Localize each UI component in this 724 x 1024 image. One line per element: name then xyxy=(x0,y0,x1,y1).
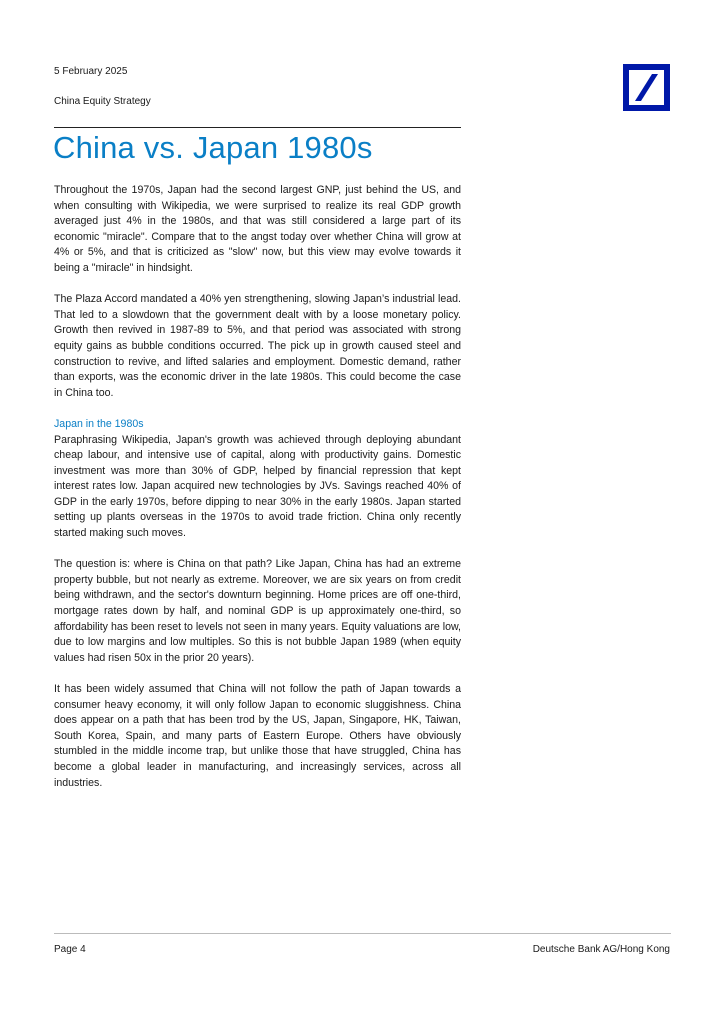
paragraph: The question is: where is China on that path? Like Japan, China has had an extreme property bubble, but not nearly as extreme. Moreover, we are six years on from credit being withdrawn, and the sector's downturn beginning. Home prices are off one-third, mortgage rates down by half, and nominal GDP is up approximately one-third, so affordability has been reset to levels not seen in many years. Equity valuations are low, due to low margins and low multiples. So this is not bubble Japan 1989 (when equity values had risen 50x in the prior 20 years). xyxy=(54,558,461,664)
paragraph: The Plaza Accord mandated a 40% yen strengthening, slowing Japan’s industrial lead. That led to a slowdown that the government dealt with by a loose monetary policy. Growth then revived in 1987-89 to 5%, and that period was associated with strong equity gains as bubble conditions occurred. The pick up in growth caused steel and construction to revive, and lifted salaries and employment. Domestic demand, rather than exports, was the economic driver in the late 1980s. This could become the case in China too. xyxy=(54,293,461,399)
subheading: Japan in the 1980s xyxy=(54,417,144,430)
page-title: China vs. Japan 1980s xyxy=(53,130,373,165)
footer-divider xyxy=(54,933,671,934)
report-section: China Equity Strategy xyxy=(54,96,151,107)
company-name: Deutsche Bank AG/Hong Kong xyxy=(532,944,670,955)
report-date: 5 February 2025 xyxy=(54,66,128,77)
paragraph: Throughout the 1970s, Japan had the second largest GNP, just behind the US, and when consulting with Wikipedia, we were surprised to realize its real GDP growth averaged just 4% in the 1980s, and that was still considered a large part of its economic "miracle". Compare that to the angst today over whether China will grow at 4% or 5%, and that is criticized as "slow" now, but this view may evolve towards it being a "miracle" in hindsight. xyxy=(54,184,461,274)
title-divider xyxy=(54,127,461,128)
deutsche-bank-logo-icon xyxy=(623,64,670,111)
page-number: Page 4 xyxy=(54,944,86,955)
paragraph: Paraphrasing Wikipedia, Japan's growth was achieved through deploying abundant cheap labour, and intensive use of capital, along with productivity gains. Domestic investment was more than 30% of GDP, helped by financial repression that kept interest rates low. Japan acquired new technologies by JVs. Savings reached 40% of GDP in the early 1970s, before dipping to near 30% in the early 1980s. Japan started setting up plants overseas in the 1970s to avoid trade friction. China only recently started making such moves. xyxy=(54,433,461,540)
article-body xyxy=(54,183,461,807)
paragraph: It has been widely assumed that China will not follow the path of Japan towards a consumer heavy economy, it will only follow Japan to economic sluggishness. China does appear on a path that has been trod by the US, Japan, Singapore, HK, Taiwan, South Korea, Spain, and many parts of Eastern Europe. Others have obviously stumbled in the middle income trap, but unlike those that have struggled, China has become a global leader in manufacturing, and increasingly services, across all industries. xyxy=(54,683,461,789)
